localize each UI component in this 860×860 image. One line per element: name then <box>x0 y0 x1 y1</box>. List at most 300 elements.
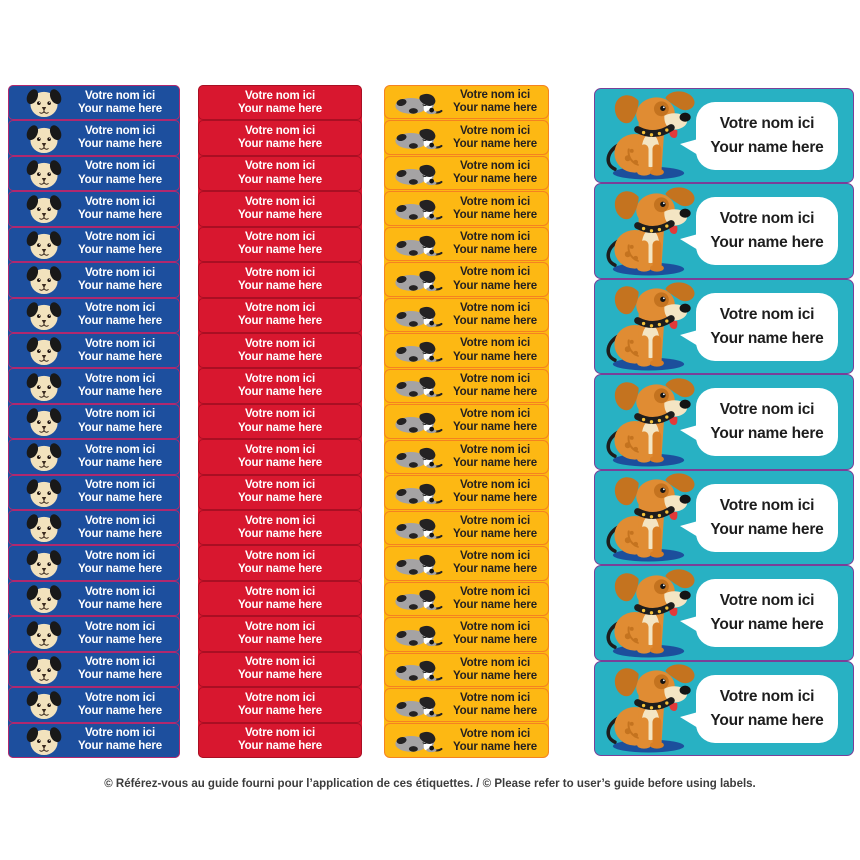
label-text <box>446 266 548 292</box>
puppy-face-icon <box>23 477 65 508</box>
label-line-french: Votre nom ici <box>459 89 531 102</box>
name-label-teal <box>594 661 854 756</box>
label-line-french: Votre nom ici <box>719 210 815 228</box>
puppy-face-icon <box>23 689 65 720</box>
label-line-english: Your name here <box>453 244 537 257</box>
label-line-french: Votre nom ici <box>84 125 156 138</box>
name-label-red <box>198 404 362 439</box>
label-line-english: Your name here <box>238 244 322 257</box>
label-text <box>446 657 548 683</box>
label-line-english: Your name here <box>238 740 322 753</box>
label-line-english: Your name here <box>78 492 162 505</box>
label-line-english: Your name here <box>453 634 537 647</box>
label-line-french: Votre nom ici <box>244 585 316 598</box>
label-text <box>696 112 838 160</box>
label-text <box>199 160 361 186</box>
sleeping-dog-icon <box>392 442 446 471</box>
label-line-english: Your name here <box>453 350 537 363</box>
label-line-french: Votre nom ici <box>459 585 531 598</box>
sleeping-dog-icon <box>392 159 446 188</box>
label-line-french: Votre nom ici <box>459 692 531 705</box>
sitting-dog-illustration <box>599 662 703 753</box>
name-label-yellow <box>384 333 549 367</box>
name-label-teal <box>594 374 854 469</box>
label-text <box>446 337 548 363</box>
name-label-yellow <box>384 617 549 651</box>
sleeping-dog-icon <box>392 691 446 720</box>
label-text <box>65 302 179 328</box>
label-line-english: Your name here <box>453 208 537 221</box>
label-line-french: Votre nom ici <box>84 727 156 740</box>
name-label-yellow <box>384 404 549 438</box>
label-text <box>199 267 361 293</box>
label-line-french: Votre nom ici <box>244 691 316 704</box>
label-line-french: Votre nom ici <box>244 125 316 138</box>
label-line-french: Votre nom ici <box>244 443 316 456</box>
name-label-blue <box>8 404 180 439</box>
label-line-english: Your name here <box>710 139 824 156</box>
speech-bubble <box>696 388 838 456</box>
speech-bubble <box>696 197 838 265</box>
label-text <box>199 727 361 753</box>
name-label-blue <box>8 156 180 191</box>
strip-blue-pug-labels <box>8 85 180 758</box>
label-text <box>696 494 838 542</box>
label-line-french: Votre nom ici <box>84 479 156 492</box>
sleeping-dog-icon <box>392 407 446 436</box>
label-line-french: Votre nom ici <box>719 496 815 514</box>
label-text <box>65 267 179 293</box>
label-line-french: Votre nom ici <box>459 231 531 243</box>
sitting-dog-illustration <box>599 567 703 658</box>
label-line-french: Votre nom ici <box>244 89 316 102</box>
name-label-yellow <box>384 156 549 190</box>
puppy-face-icon <box>23 654 65 685</box>
label-line-french: Votre nom ici <box>244 479 316 492</box>
name-label-red <box>198 616 362 651</box>
label-line-english: Your name here <box>238 386 322 399</box>
label-line-french: Votre nom ici <box>459 514 531 527</box>
name-label-blue <box>8 652 180 687</box>
label-line-english: Your name here <box>238 704 322 717</box>
label-line-french: Votre nom ici <box>244 727 316 740</box>
label-line-french: Votre nom ici <box>84 231 156 244</box>
name-label-teal <box>594 279 854 374</box>
label-line-french: Votre nom ici <box>84 656 156 669</box>
label-line-english: Your name here <box>78 598 162 611</box>
label-text <box>199 550 361 576</box>
puppy-face-icon <box>23 229 65 260</box>
label-line-english: Your name here <box>78 102 162 115</box>
label-text <box>199 479 361 505</box>
label-line-english: Your name here <box>453 527 537 540</box>
label-line-english: Your name here <box>453 705 537 718</box>
label-line-french: Votre nom ici <box>459 408 531 421</box>
name-label-blue <box>8 510 180 545</box>
label-line-english: Your name here <box>710 616 824 634</box>
name-label-red <box>198 85 362 120</box>
label-line-french: Votre nom ici <box>459 266 531 279</box>
name-label-yellow <box>384 191 549 225</box>
sleeping-dog-icon <box>392 655 446 684</box>
label-text <box>65 550 179 576</box>
label-text <box>446 302 548 328</box>
label-text <box>199 692 361 718</box>
name-label-blue <box>8 475 180 510</box>
label-line-french: Votre nom ici <box>459 443 531 456</box>
sitting-dog-illustration <box>599 376 703 467</box>
label-line-french: Votre nom ici <box>244 231 316 244</box>
label-text <box>199 90 361 116</box>
speech-bubble <box>696 484 838 552</box>
label-line-english: Your name here <box>453 102 537 115</box>
puppy-face-icon <box>23 441 65 472</box>
puppy-face-icon <box>23 87 65 118</box>
name-label-yellow <box>384 511 549 545</box>
label-line-english: Your name here <box>710 234 824 252</box>
name-label-red <box>198 581 362 616</box>
label-text <box>65 586 179 612</box>
label-line-english: Your name here <box>710 711 824 729</box>
label-line-english: Your name here <box>238 456 322 469</box>
name-label-red <box>198 120 362 155</box>
name-label-blue <box>8 191 180 226</box>
label-text <box>65 621 179 647</box>
label-text <box>446 373 548 399</box>
name-label-yellow <box>384 546 549 580</box>
name-label-blue <box>8 227 180 262</box>
label-line-french: Votre nom ici <box>719 592 815 610</box>
sleeping-dog-icon <box>392 336 446 365</box>
name-label-teal <box>594 88 854 183</box>
label-line-french: Votre nom ici <box>459 160 531 173</box>
label-line-english: Your name here <box>78 386 162 399</box>
label-text <box>446 515 548 541</box>
name-label-yellow <box>384 262 549 296</box>
label-text <box>446 621 548 647</box>
label-line-french: Votre nom ici <box>84 691 156 704</box>
sleeping-dog-icon <box>392 265 446 294</box>
label-line-english: Your name here <box>453 669 537 682</box>
label-line-french: Votre nom ici <box>459 301 531 314</box>
name-label-red <box>198 298 362 333</box>
name-label-blue <box>8 120 180 155</box>
label-line-french: Votre nom ici <box>459 656 531 669</box>
label-text <box>446 692 548 718</box>
name-label-blue <box>8 333 180 368</box>
label-line-french: Votre nom ici <box>84 266 156 279</box>
label-line-french: Votre nom ici <box>244 372 316 385</box>
label-line-french: Votre nom ici <box>244 656 316 669</box>
label-text <box>199 621 361 647</box>
name-label-red <box>198 687 362 722</box>
label-text <box>446 89 548 115</box>
label-line-french: Votre nom ici <box>244 195 316 208</box>
name-label-blue <box>8 723 180 758</box>
usage-guide-note: © Référez-vous au guide fourni pour l’application de ces étiquettes. / © Please refer to user’s guide before using labels. <box>104 778 756 790</box>
strip-red-text-labels <box>198 85 362 758</box>
label-text <box>446 479 548 505</box>
label-line-french: Votre nom ici <box>84 514 156 527</box>
label-text <box>446 125 548 151</box>
label-line-english: Your name here <box>453 740 537 753</box>
name-label-yellow <box>384 85 549 119</box>
name-label-teal <box>594 183 854 278</box>
label-text <box>199 338 361 364</box>
name-label-red <box>198 262 362 297</box>
label-text <box>65 231 179 257</box>
label-line-french: Votre nom ici <box>84 408 156 421</box>
name-label-yellow <box>384 298 549 332</box>
label-text <box>446 160 548 186</box>
name-label-blue <box>8 368 180 403</box>
label-text <box>199 302 361 328</box>
label-line-english: Your name here <box>78 350 162 363</box>
label-line-english: Your name here <box>238 315 322 328</box>
speech-bubble <box>696 675 838 743</box>
sleeping-dog-icon <box>392 88 446 117</box>
label-line-english: Your name here <box>78 563 162 576</box>
label-line-french: Votre nom ici <box>459 621 531 634</box>
label-line-french: Votre nom ici <box>459 124 531 137</box>
name-label-teal <box>594 470 854 565</box>
label-line-french: Votre nom ici <box>719 305 815 323</box>
name-label-blue <box>8 298 180 333</box>
name-label-yellow <box>384 369 549 403</box>
puppy-face-icon <box>23 335 65 366</box>
strip-yellow-sleeping-dog-labels <box>384 85 549 758</box>
name-label-yellow <box>384 723 549 757</box>
label-line-french: Votre nom ici <box>84 585 156 598</box>
label-line-english: Your name here <box>453 421 537 434</box>
name-label-blue <box>8 581 180 616</box>
label-line-english: Your name here <box>78 669 162 682</box>
label-line-french: Votre nom ici <box>84 550 156 563</box>
label-text <box>65 90 179 116</box>
label-text <box>65 373 179 399</box>
label-text <box>65 160 179 186</box>
label-line-english: Your name here <box>78 704 162 717</box>
label-line-french: Votre nom ici <box>244 337 316 350</box>
label-line-french: Votre nom ici <box>459 727 531 740</box>
label-line-french: Votre nom ici <box>459 337 531 350</box>
label-text <box>446 728 548 754</box>
name-label-blue <box>8 545 180 580</box>
label-line-english: Your name here <box>78 315 162 328</box>
name-label-blue <box>8 439 180 474</box>
name-label-red <box>198 333 362 368</box>
label-line-english: Your name here <box>238 634 322 647</box>
label-line-english: Your name here <box>238 598 322 611</box>
name-label-teal <box>594 565 854 660</box>
sleeping-dog-icon <box>392 620 446 649</box>
sitting-dog-illustration <box>599 185 703 276</box>
label-text <box>65 196 179 222</box>
label-line-english: Your name here <box>238 138 322 151</box>
label-text <box>446 408 548 434</box>
label-line-english: Your name here <box>78 279 162 292</box>
strip-teal-speech-bubble-labels <box>594 88 854 756</box>
label-line-english: Your name here <box>453 279 537 292</box>
label-line-english: Your name here <box>238 492 322 505</box>
name-label-blue <box>8 262 180 297</box>
label-line-english: Your name here <box>453 456 537 469</box>
label-line-english: Your name here <box>238 279 322 292</box>
label-line-french: Votre nom ici <box>459 372 531 385</box>
label-line-english: Your name here <box>238 173 322 186</box>
name-label-yellow <box>384 475 549 509</box>
name-label-blue <box>8 687 180 722</box>
label-text <box>65 515 179 541</box>
label-line-english: Your name here <box>238 421 322 434</box>
sitting-dog-illustration <box>599 280 703 371</box>
label-line-french: Votre nom ici <box>84 302 156 315</box>
sleeping-dog-icon <box>392 549 446 578</box>
label-line-english: Your name here <box>78 634 162 647</box>
label-line-french: Votre nom ici <box>244 620 316 633</box>
label-text <box>65 444 179 470</box>
label-line-french: Votre nom ici <box>244 266 316 279</box>
label-line-french: Votre nom ici <box>244 550 316 563</box>
name-label-red <box>198 723 362 758</box>
speech-bubble <box>696 579 838 647</box>
label-text <box>65 727 179 753</box>
label-line-english: Your name here <box>238 527 322 540</box>
label-text <box>199 408 361 434</box>
label-text <box>696 589 838 637</box>
label-line-english: Your name here <box>78 244 162 257</box>
label-line-english: Your name here <box>238 208 322 221</box>
sleeping-dog-icon <box>392 371 446 400</box>
label-line-english: Your name here <box>453 137 537 150</box>
label-line-french: Votre nom ici <box>459 479 531 492</box>
label-text <box>696 398 838 446</box>
label-line-english: Your name here <box>710 329 824 347</box>
label-line-english: Your name here <box>453 173 537 186</box>
label-line-english: Your name here <box>453 492 537 505</box>
label-line-french: Votre nom ici <box>719 401 815 419</box>
sleeping-dog-icon <box>392 478 446 507</box>
label-line-french: Votre nom ici <box>244 408 316 421</box>
name-label-yellow <box>384 582 549 616</box>
name-label-red <box>198 191 362 226</box>
label-text <box>446 444 548 470</box>
label-text <box>696 685 838 733</box>
name-label-red <box>198 156 362 191</box>
name-label-yellow <box>384 653 549 687</box>
puppy-face-icon <box>23 158 65 189</box>
label-text <box>199 586 361 612</box>
label-text <box>199 444 361 470</box>
label-text <box>65 656 179 682</box>
label-line-english: Your name here <box>710 425 824 443</box>
label-text <box>65 125 179 151</box>
sleeping-dog-icon <box>392 123 446 152</box>
name-label-yellow <box>384 227 549 261</box>
label-line-french: Votre nom ici <box>244 514 316 527</box>
puppy-face-icon <box>23 123 65 154</box>
label-text <box>446 586 548 612</box>
label-line-french: Votre nom ici <box>459 195 531 208</box>
speech-bubble <box>696 293 838 361</box>
name-label-red <box>198 475 362 510</box>
sleeping-dog-icon <box>392 230 446 259</box>
label-line-french: Votre nom ici <box>719 114 815 132</box>
puppy-face-icon <box>23 619 65 650</box>
label-line-english: Your name here <box>453 563 537 576</box>
label-line-english: Your name here <box>78 740 162 753</box>
name-label-red <box>198 227 362 262</box>
puppy-face-icon <box>23 406 65 437</box>
name-label-blue <box>8 85 180 120</box>
label-text <box>199 373 361 399</box>
label-line-english: Your name here <box>453 385 537 398</box>
puppy-face-icon <box>23 264 65 295</box>
label-text <box>199 196 361 222</box>
puppy-face-icon <box>23 300 65 331</box>
name-label-yellow <box>384 120 549 154</box>
label-line-english: Your name here <box>453 598 537 611</box>
label-text <box>199 656 361 682</box>
label-line-french: Votre nom ici <box>459 550 531 563</box>
label-text <box>446 196 548 222</box>
name-label-red <box>198 510 362 545</box>
label-line-french: Votre nom ici <box>244 302 316 315</box>
sleeping-dog-icon <box>392 513 446 542</box>
label-line-english: Your name here <box>238 669 322 682</box>
label-text <box>199 231 361 257</box>
label-text <box>199 125 361 151</box>
label-line-french: Votre nom ici <box>84 89 156 102</box>
label-line-english: Your name here <box>453 315 537 328</box>
label-text <box>199 515 361 541</box>
label-line-english: Your name here <box>78 456 162 469</box>
sleeping-dog-icon <box>392 584 446 613</box>
label-text <box>446 231 548 257</box>
label-line-english: Your name here <box>78 173 162 186</box>
puppy-face-icon <box>23 371 65 402</box>
label-text <box>446 550 548 576</box>
label-text <box>65 479 179 505</box>
label-line-english: Your name here <box>238 350 322 363</box>
puppy-face-icon <box>23 725 65 756</box>
label-line-french: Votre nom ici <box>719 687 815 705</box>
label-text <box>65 338 179 364</box>
sitting-dog-illustration <box>599 89 703 180</box>
name-label-yellow <box>384 688 549 722</box>
name-label-red <box>198 652 362 687</box>
label-line-english: Your name here <box>78 138 162 151</box>
sleeping-dog-icon <box>392 726 446 755</box>
label-line-english: Your name here <box>78 421 162 434</box>
label-line-french: Votre nom ici <box>84 372 156 385</box>
label-line-english: Your name here <box>78 208 162 221</box>
sleeping-dog-icon <box>392 194 446 223</box>
speech-bubble <box>696 102 838 170</box>
puppy-face-icon <box>23 583 65 614</box>
name-label-blue <box>8 616 180 651</box>
label-text <box>65 692 179 718</box>
puppy-face-icon <box>23 193 65 224</box>
label-text <box>696 207 838 255</box>
label-line-french: Votre nom ici <box>84 160 156 173</box>
label-text <box>696 303 838 351</box>
name-label-red <box>198 439 362 474</box>
label-text <box>65 408 179 434</box>
label-line-french: Votre nom ici <box>84 337 156 350</box>
label-line-french: Votre nom ici <box>84 443 156 456</box>
label-line-french: Votre nom ici <box>244 160 316 173</box>
